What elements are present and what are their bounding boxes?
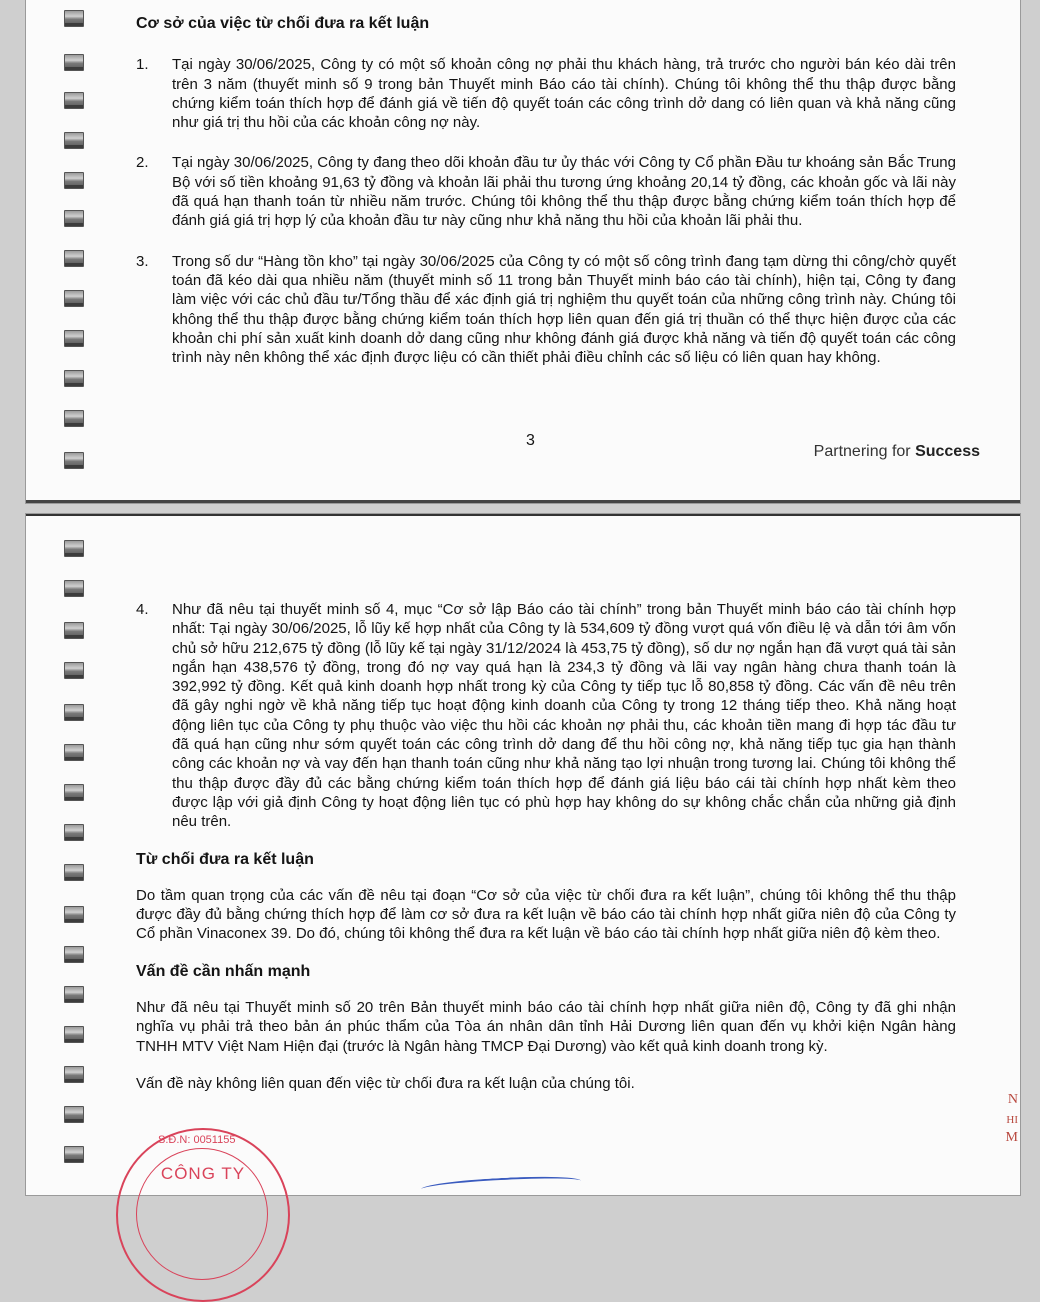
edge-stamp-fragment: HI [1006,1114,1018,1126]
company-seal [116,1128,290,1302]
binder-hole [64,1066,84,1083]
item-text: Tại ngày 30/06/2025, Công ty có một số khoản công nợ phải thu khách hàng, trả trước cho người bán kéo dài trên trên 3 năm (thuyết minh số 9 trong bản Thuyết minh Báo cáo tài chính). Chúng tôi không thể thu thập được bằng chứng kiểm toán thích hợp để đánh giá về tiến độ quyết toán các công trình dở dang có liên quan và khả năng cũng như giá trị thu hồi của các khoản công nợ này. [172,56,956,132]
binder-hole [64,662,84,679]
binder-hole [64,132,84,149]
binder-hole [64,92,84,109]
footer-tagline-bold: Success [915,443,980,460]
binder-hole [64,210,84,227]
section-heading-emphasis: Vấn đề cần nhấn mạnh [136,962,311,980]
document-page-1 [26,0,1020,503]
binder-hole [64,864,84,881]
item-number: 3. [136,252,149,270]
binder-hole [64,744,84,761]
disclaimer-paragraph: Do tầm quan trọng của các vấn đề nêu tại đoạn “Cơ sở của việc từ chối đưa ra kết luận”, chúng tôi không thể thu thập được đầy đủ bằng chứng thích hợp để làm cơ sở đưa ra kết luận về báo cáo tài chính hợp nhất giữa niên độ của Công ty Cổ phần Vinaconex 39. Do đó, chúng tôi không thể đưa ra kết luận về báo cáo tài chính hợp nhất giữa niên độ kèm theo. [136,886,956,943]
footer-tagline-prefix: Partnering for [813,443,916,460]
list-item [136,55,956,132]
binder-hole [64,1026,84,1043]
footer-tagline [814,443,980,461]
list-item [136,153,956,230]
binder-strip [64,0,84,500]
page-2-content [136,600,956,1093]
page-1-content [136,14,956,367]
binder-hole [64,10,84,27]
list-item [136,252,956,368]
document-page-2 [26,514,1020,1195]
item-text: Tại ngày 30/06/2025, Công ty đang theo dõi khoản đầu tư ủy thác với Công ty Cổ phần Đầu tư khoáng sản Bắc Trung Bộ với số tiền khoảng 91,63 tỷ đồng và khoản lãi phải thu tương ứng khoảng 20,14 tỷ đồng, các khoản gốc và lãi này đã quá hạn thanh toán từ nhiều năm trước. Chúng tôi không thể thu thập được bằng chứng kiểm toán thích hợp để đánh giá giá trị hợp lý của khoản đầu tư này cũng như khả năng thu hồi của khoản lãi phải thu. [172,154,956,230]
binder-hole [64,1106,84,1123]
item-number: 1. [136,56,149,74]
company-seal-text: CÔNG TY [160,1164,246,1183]
edge-stamp-fragment: M [1005,1130,1018,1145]
binder-hole [64,370,84,387]
signature-stroke [421,1174,582,1195]
item-number: 4. [136,601,149,618]
binder-strip [64,516,84,1195]
binder-hole [64,250,84,267]
edge-stamp-fragment: N [1007,1092,1018,1107]
binder-hole [64,986,84,1003]
binder-hole [64,54,84,71]
emphasis-paragraph: Như đã nêu tại Thuyết minh số 20 trên Bản thuyết minh báo cáo tài chính hợp nhất giữa niên độ, Công ty đã ghi nhận nghĩa vụ phải trả theo bản án phúc thẩm của Tòa án nhân dân tỉnh Hải Dương liên quan đến vụ khởi kiện Ngân hàng TNHH MTV Việt Nam Hiện đại (trước là Ngân hàng TMCP Đại Dương) vào kết quả kinh doanh trong kỳ. [136,999,956,1055]
closing-paragraph: Vấn đề này không liên quan đến việc từ chối đưa ra kết luận của chúng tôi. [136,1074,635,1092]
binder-hole [64,946,84,963]
binder-hole [64,906,84,923]
item-text: Trong số dư “Hàng tồn kho” tại ngày 30/06/2025 của Công ty có một số công trình đang tạm dừng thi công/chờ quyết toán đã kéo dài qua nhiều năm (thuyết minh số 11 trong bản Thuyết minh báo cáo tài chính), hiện tại, Công ty đang làm việc với các chủ đầu tư/Tổng thầu để xác định giá trị nghiệm thu quyết toán của những công trình này. Chúng tôi không thể thu thập được bằng chứng kiểm toán thích hợp liên quan đến giá trị thuần có thể thực hiện được của các khoản chi phí sản xuất kinh doanh dở dang cũng như không đánh giá được khả năng và tiến độ quyết toán các công trình này nên không thể xác định được liệu có cần thiết phải điều chỉnh các số liệu có liên quan hay không. [172,252,956,367]
company-seal-arc-text: S.Đ.N: 0051155 [158,1134,236,1146]
binder-hole [64,290,84,307]
section-heading-disclaimer: Từ chối đưa ra kết luận [136,850,314,868]
binder-hole [64,540,84,557]
section-heading-basis: Cơ sở của việc từ chối đưa ra kết luận [136,15,430,32]
item-text: Như đã nêu tại thuyết minh số 4, mục “Cơ sở lập Báo cáo tài chính” trong bản Thuyết minh báo cáo tài chính hợp nhất: Tại ngày 30/06/2025, lỗ lũy kế hợp nhất của Công ty là 534,609 tỷ đồng vượt quá vốn điều lệ và dẫn tới âm vốn chủ sở hữu 212,675 tỷ đồng (lỗ lũy kế tại ngày 31/12/2024 là 453,75 tỷ đồng), số dư nợ ngắn hạn đã vượt quá tài sản ngắn hạn 438,576 tỷ đồng, trong đó nợ vay quá hạn là 234,3 tỷ đồng và lãi vay ngân hàng chưa thanh toán là 392,992 tỷ đồng. Kết quả kinh doanh hợp nhất trong kỳ của Công ty tiếp tục lỗ 80,858 tỷ đồng. Các vấn đề nêu trên đã gây nghi ngờ về khả năng tiếp tục hoạt động kinh doanh của Công ty trong 12 tháng tiếp theo. Khả năng hoạt động liên tục của Công ty phụ thuộc vào việc thu hồi các khoản nợ phải thu, các khoản tiền mang đi hợp tác đầu tư đã quá hạn cũng như sớm quyết toán các công trình dở dang để thu hồi công nợ, khả năng tiếp tục gia hạn thành công các khoản nợ và vay đến hạn thanh toán cũng như khả năng tạo lợi nhuận trong tương lai. Chúng tôi không thể thu thập được đầy đủ các bằng chứng kiểm toán thích hợp để đánh giá liệu báo cái tài chính hợp nhất kèm theo được lập với giả định Công ty hoạt động liên tục có phù hợp hay không do sự không chắc chắn của những giả định nêu trên. [172,601,956,831]
page-number: 3 [526,432,535,449]
binder-hole [64,704,84,721]
item-number: 2. [136,154,149,172]
list-item [136,600,956,832]
binder-hole [64,784,84,801]
binder-hole [64,580,84,597]
binder-hole [64,622,84,639]
binder-hole [64,172,84,189]
binder-hole [64,330,84,347]
binder-hole [64,824,84,841]
binder-hole [64,452,84,469]
binder-hole [64,410,84,427]
binder-hole [64,1146,84,1163]
